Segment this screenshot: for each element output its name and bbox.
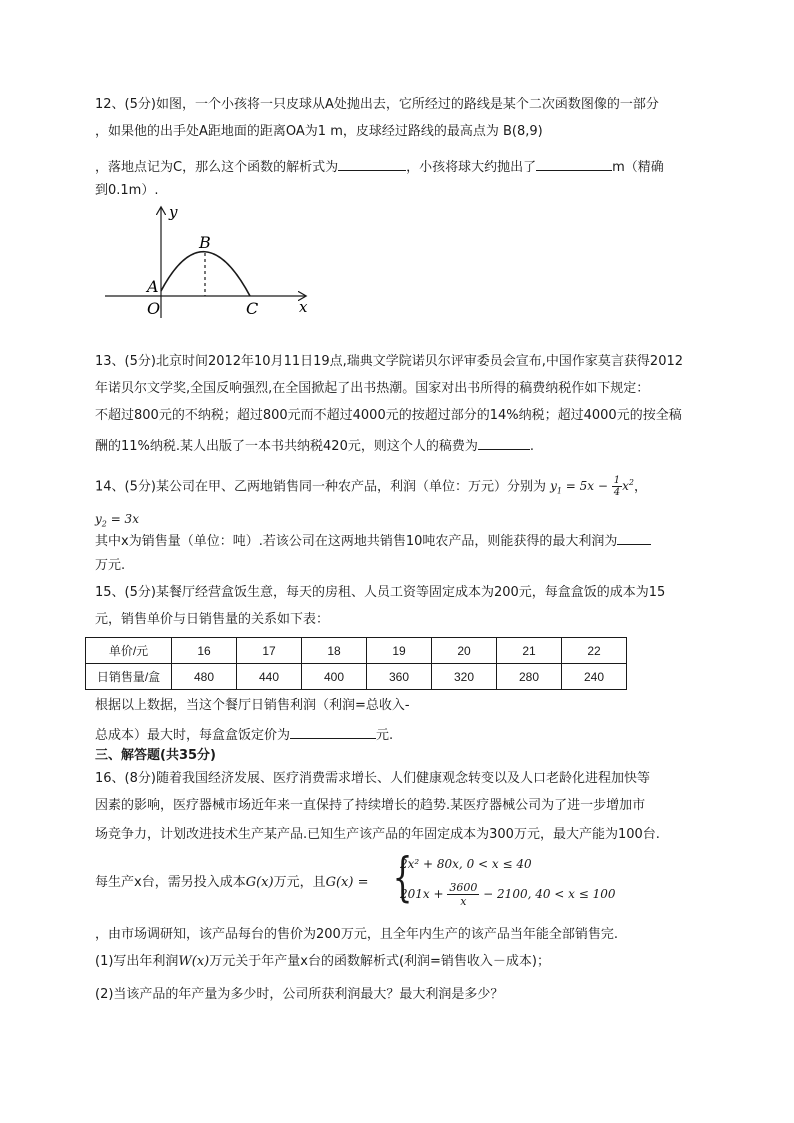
- table-cell: 17: [237, 638, 302, 664]
- q13-line4-text: 酬的11%纳税.某人出版了一本书共纳税420元，则这个人的稿费为: [95, 439, 478, 454]
- table-cell: 320: [432, 664, 497, 690]
- q14-line4: 万元.: [95, 558, 126, 573]
- q16-line4-text-a: 每生产x台，需另投入成本: [95, 875, 246, 890]
- table-cell: 21: [497, 638, 562, 664]
- q16-line3: 场竞争力，计划改进技术生产某产品.已知生产该产品的年固定成本为300万元，最大产能为100台.: [95, 827, 660, 842]
- q16-gx-eq: G(x) =: [325, 875, 369, 890]
- table-cell: 20: [432, 638, 497, 664]
- q16-gx-symbol: G(x): [245, 875, 274, 890]
- q14-line3: [95, 530, 651, 551]
- table-cell: 440: [237, 664, 302, 690]
- q13-line3: 不超过800元的不纳税；超过800元而不超过4000元的按超过部分的14%纳税；超过4000元的按全稿: [95, 408, 682, 423]
- q13-line4-end: .: [529, 439, 534, 454]
- q16-line7: (2)当该产品的年产量为多少时，公司所获利润最大？最大利润是多少？: [95, 987, 504, 1002]
- section-3-title: 三、解答题(共35分): [95, 748, 216, 763]
- q12-line3-text-b: ，小孩将球大约抛出了: [406, 160, 537, 175]
- q15-line4-text: 总成本）最大时，每盒盒饭定价为: [95, 728, 291, 743]
- q12-line2: ，如果他的出手处A距地面的距离OA为1 m，皮球经过路线的最高点为 B(8,9): [95, 124, 543, 139]
- table-cell: 16: [172, 638, 237, 664]
- label-y: y: [169, 203, 178, 221]
- q13-line1: 13、(5分)北京时间2012年10月11日19点,瑞典文学院诺贝尔评审委员会宣布,中国作家莫言获得2012: [95, 354, 684, 369]
- label-A: A: [147, 277, 159, 296]
- q14-line1: [95, 474, 647, 500]
- q15-line4: [95, 724, 393, 745]
- table-cell: 400: [302, 664, 367, 690]
- q15-answer-blank[interactable]: [290, 724, 376, 739]
- q13-answer-blank[interactable]: [478, 435, 530, 450]
- q14-y1-formula: $y_1 = 5x$ − $\frac{1}{4}$ $x^2$: [550, 475, 635, 498]
- q12-line3-text-c: m（精确: [612, 160, 664, 175]
- q13-line2: 年诺贝尔文学奖,全国反响强烈,在全国掀起了出书热潮。国家对出书所得的稿费纳税作如下规定：: [95, 381, 650, 396]
- q14-answer-blank[interactable]: [617, 530, 651, 545]
- label-C: C: [246, 299, 259, 318]
- q16-line5: ，由市场调研知，该产品每台的售价为200万元，且全年内生产的该产品当年能全部销售完.: [95, 927, 618, 942]
- label-B: B: [199, 233, 211, 252]
- q12-line4: 到0.1m）.: [95, 183, 159, 198]
- q12-line1: 12、(5分)如图，一个小孩将一只皮球从A处抛出去，它所经过的路线是某个二次函数图像的一部分: [95, 97, 659, 112]
- q12-answer-blank-2[interactable]: [536, 156, 612, 171]
- piecewise-brace: {: [392, 848, 413, 908]
- q16-line1: 16、(8分)随着我国经济发展、医疗消费需求增长、人们健康观念转变以及人口老龄化进程加快等: [95, 771, 650, 786]
- q12-line3-text-a: ，落地点记为C，那么这个函数的解析式为: [95, 160, 339, 175]
- table-row-price: [86, 638, 627, 664]
- table-cell: 280: [497, 664, 562, 690]
- q13-line4: [95, 435, 534, 456]
- table-header-sales: 日销售量/盒: [86, 664, 172, 690]
- table-cell: 18: [302, 638, 367, 664]
- table-cell: 19: [367, 638, 432, 664]
- q16-line6: [95, 953, 550, 971]
- table-cell: 240: [562, 664, 627, 690]
- table-row-sales: [86, 664, 627, 690]
- q14-fraction: $\frac{1}{4}$: [613, 475, 621, 498]
- q14-comma: ，: [634, 479, 648, 495]
- table-header-price: 单价/元: [86, 638, 172, 664]
- q16-line6-text-a: (1)写出年利润: [95, 954, 179, 969]
- q12-line3: [95, 156, 664, 177]
- q16-case2: 201x + $\frac{3600}{x}$ − 2100, 40 < x ≤ 100: [400, 881, 616, 908]
- table-cell: 360: [367, 664, 432, 690]
- q15-line1: 15、(5分)某餐厅经营盒饭生意，每天的房租、人员工资等固定成本为200元，每盒盒饭的成本为15: [95, 585, 666, 600]
- table-cell: 480: [172, 664, 237, 690]
- label-O: O: [147, 299, 161, 318]
- table-cell: 22: [562, 638, 627, 664]
- q16-line4: [95, 874, 368, 892]
- price-sales-table: [85, 637, 627, 690]
- q16-wx-symbol: W(x): [178, 954, 210, 969]
- q15-line4-end: 元.: [376, 728, 394, 743]
- q12-parabola-figure: [100, 200, 315, 320]
- q15-line3: 根据以上数据，当这个餐厅日销售利润（利润=总收入-: [95, 698, 410, 713]
- q12-answer-blank-1[interactable]: [338, 156, 406, 171]
- label-x: x: [299, 298, 308, 316]
- q14-line1-text: 14、(5分)某公司在甲、乙两地销售同一种农产品，利润（单位：万元）分别为: [95, 479, 546, 495]
- q15-line2: 元，销售单价与日销售量的关系如下表：: [95, 612, 330, 627]
- q16-case2-fraction: $\frac{3600}{x}$: [449, 881, 478, 908]
- q16-case1: 2x² + 80x, 0 < x ≤ 40: [400, 857, 532, 871]
- q14-y2-formula: $y_2 = 3x$: [95, 512, 139, 529]
- q14-line3-text: 其中x为销售量（单位：吨）.若该公司在这两地共销售10吨农产品，则能获得的最大利润为: [95, 534, 618, 549]
- q16-line6-text-b: 万元关于年产量x台的函数解析式(利润=销售收入－成本)；: [209, 954, 550, 969]
- q16-line4-text-b: 万元，且: [273, 875, 326, 890]
- q16-line2: 因素的影响，医疗器械市场近年来一直保持了持续增长的趋势.某医疗器械公司为了进一步增加市: [95, 798, 646, 813]
